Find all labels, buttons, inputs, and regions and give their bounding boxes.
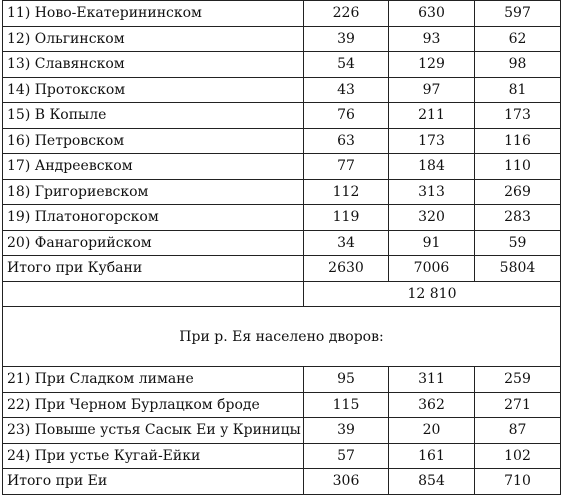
row-value-b: 129 bbox=[389, 52, 475, 78]
eya-total-a: 306 bbox=[304, 469, 389, 495]
row-name: 13) Славянском bbox=[3, 52, 304, 78]
row-value-c: 259 bbox=[475, 367, 561, 393]
row-value-b: 91 bbox=[389, 230, 475, 256]
table-row bbox=[3, 179, 561, 205]
row-value-b: 320 bbox=[389, 205, 475, 231]
row-value-a: 43 bbox=[304, 77, 389, 103]
row-name: 18) Григориевском bbox=[3, 179, 304, 205]
kuban-total-label: Итого при Кубани bbox=[3, 256, 304, 282]
kuban-total-c: 5804 bbox=[475, 256, 561, 282]
row-value-b: 311 bbox=[389, 367, 475, 393]
row-value-c: 116 bbox=[475, 128, 561, 154]
kuban-grand-total-row bbox=[3, 281, 561, 307]
eya-total-row bbox=[3, 469, 561, 495]
row-value-a: 77 bbox=[304, 154, 389, 180]
row-value-a: 226 bbox=[304, 1, 389, 27]
row-value-c: 173 bbox=[475, 103, 561, 129]
row-value-c: 102 bbox=[475, 443, 561, 469]
row-value-c: 98 bbox=[475, 52, 561, 78]
row-value-a: 76 bbox=[304, 103, 389, 129]
row-value-b: 173 bbox=[389, 128, 475, 154]
row-value-c: 59 bbox=[475, 230, 561, 256]
row-name: 17) Андреевском bbox=[3, 154, 304, 180]
table-body bbox=[3, 1, 561, 495]
empty-cell bbox=[3, 281, 304, 307]
table-row bbox=[3, 26, 561, 52]
row-name: 19) Платоногорском bbox=[3, 205, 304, 231]
row-value-c: 110 bbox=[475, 154, 561, 180]
row-name: 24) При устье Кугай-Ейки bbox=[3, 443, 304, 469]
row-value-b: 184 bbox=[389, 154, 475, 180]
table-row bbox=[3, 230, 561, 256]
row-value-b: 362 bbox=[389, 392, 475, 418]
section-heading: При р. Ея населено дворов: bbox=[3, 307, 561, 367]
eya-total-label: Итого при Еи bbox=[3, 469, 304, 495]
row-value-a: 95 bbox=[304, 367, 389, 393]
row-name: 22) При Черном Бурлацком броде bbox=[3, 392, 304, 418]
row-value-a: 63 bbox=[304, 128, 389, 154]
kuban-total-row bbox=[3, 256, 561, 282]
table-row bbox=[3, 103, 561, 129]
row-value-a: 39 bbox=[304, 26, 389, 52]
eya-total-c: 710 bbox=[475, 469, 561, 495]
row-value-a: 119 bbox=[304, 205, 389, 231]
row-name: 23) Повыше устья Сасык Еи у Криницы bbox=[3, 418, 304, 444]
table-row bbox=[3, 367, 561, 393]
table-row bbox=[3, 128, 561, 154]
row-name: 20) Фанагорийском bbox=[3, 230, 304, 256]
row-value-c: 269 bbox=[475, 179, 561, 205]
row-value-c: 271 bbox=[475, 392, 561, 418]
table-row bbox=[3, 205, 561, 231]
row-value-b: 93 bbox=[389, 26, 475, 52]
row-value-c: 87 bbox=[475, 418, 561, 444]
settlement-table bbox=[2, 0, 561, 495]
eya-total-b: 854 bbox=[389, 469, 475, 495]
row-name: 15) В Копыле bbox=[3, 103, 304, 129]
row-value-c: 62 bbox=[475, 26, 561, 52]
table-row bbox=[3, 418, 561, 444]
table-row bbox=[3, 154, 561, 180]
table-row bbox=[3, 77, 561, 103]
section-heading-row bbox=[3, 307, 561, 367]
row-value-a: 112 bbox=[304, 179, 389, 205]
row-name: 21) При Сладком лимане bbox=[3, 367, 304, 393]
row-value-b: 97 bbox=[389, 77, 475, 103]
row-name: 12) Ольгинском bbox=[3, 26, 304, 52]
table-row bbox=[3, 52, 561, 78]
row-value-b: 20 bbox=[389, 418, 475, 444]
row-value-a: 54 bbox=[304, 52, 389, 78]
row-value-c: 283 bbox=[475, 205, 561, 231]
row-value-a: 34 bbox=[304, 230, 389, 256]
row-name: 11) Ново-Екатерининском bbox=[3, 1, 304, 27]
row-value-b: 313 bbox=[389, 179, 475, 205]
row-name: 14) Протокском bbox=[3, 77, 304, 103]
row-value-a: 39 bbox=[304, 418, 389, 444]
row-name: 16) Петровском bbox=[3, 128, 304, 154]
kuban-total-b: 7006 bbox=[389, 256, 475, 282]
kuban-grand-total: 12 810 bbox=[304, 281, 561, 307]
row-value-c: 81 bbox=[475, 77, 561, 103]
kuban-total-a: 2630 bbox=[304, 256, 389, 282]
row-value-c: 597 bbox=[475, 1, 561, 27]
table-row bbox=[3, 443, 561, 469]
row-value-b: 161 bbox=[389, 443, 475, 469]
row-value-a: 57 bbox=[304, 443, 389, 469]
row-value-b: 630 bbox=[389, 1, 475, 27]
row-value-b: 211 bbox=[389, 103, 475, 129]
table-row bbox=[3, 1, 561, 27]
table-row bbox=[3, 392, 561, 418]
row-value-a: 115 bbox=[304, 392, 389, 418]
